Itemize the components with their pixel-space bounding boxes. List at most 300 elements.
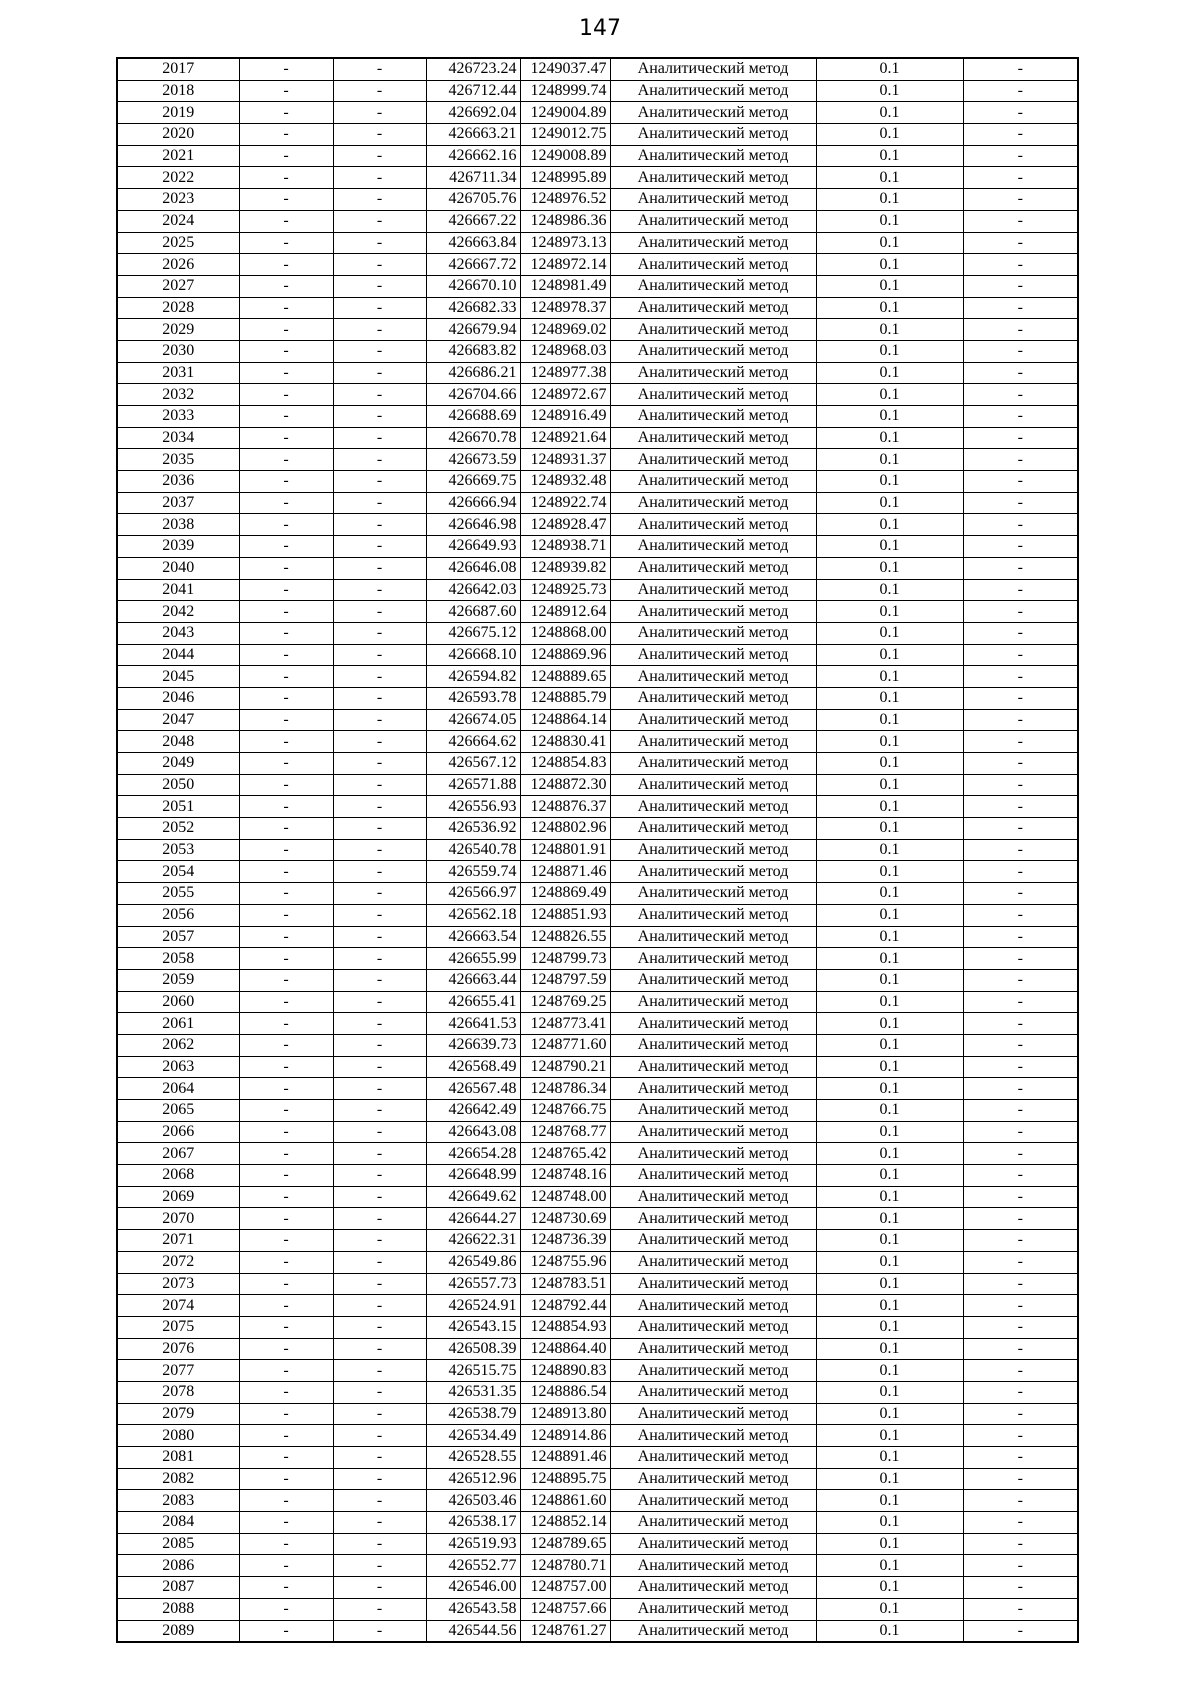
y-coordinate-cell: 1248730.69 — [520, 1208, 610, 1230]
x-coordinate-cell: 426666.94 — [426, 492, 520, 514]
dash-cell: - — [333, 58, 426, 80]
dash-cell: - — [963, 254, 1078, 276]
dash-cell: - — [963, 1208, 1078, 1230]
method-cell: Аналитический метод — [610, 666, 816, 688]
dash-cell: - — [239, 1620, 333, 1642]
accuracy-cell: 0.1 — [816, 557, 963, 579]
point-number-cell: 2028 — [117, 297, 239, 319]
x-coordinate-cell: 426668.10 — [426, 644, 520, 666]
y-coordinate-cell: 1248999.74 — [520, 80, 610, 102]
dash-cell: - — [239, 1034, 333, 1056]
dash-cell: - — [333, 1555, 426, 1577]
x-coordinate-cell: 426534.49 — [426, 1425, 520, 1447]
table-row — [117, 210, 1078, 232]
accuracy-cell: 0.1 — [816, 1165, 963, 1187]
dash-cell: - — [963, 861, 1078, 883]
dash-cell: - — [333, 536, 426, 558]
dash-cell: - — [963, 1598, 1078, 1620]
dash-cell: - — [239, 1381, 333, 1403]
dash-cell: - — [963, 969, 1078, 991]
y-coordinate-cell: 1248789.65 — [520, 1533, 610, 1555]
point-number-cell: 2024 — [117, 210, 239, 232]
dash-cell: - — [963, 80, 1078, 102]
dash-cell: - — [239, 1013, 333, 1035]
table-row — [117, 492, 1078, 514]
dash-cell: - — [963, 1620, 1078, 1642]
dash-cell: - — [963, 406, 1078, 428]
y-coordinate-cell: 1248932.48 — [520, 471, 610, 493]
method-cell: Аналитический метод — [610, 1186, 816, 1208]
point-number-cell: 2053 — [117, 839, 239, 861]
point-number-cell: 2040 — [117, 557, 239, 579]
y-coordinate-cell: 1248891.46 — [520, 1447, 610, 1469]
method-cell: Аналитический метод — [610, 796, 816, 818]
y-coordinate-cell: 1248773.41 — [520, 1013, 610, 1035]
y-coordinate-cell: 1248912.64 — [520, 601, 610, 623]
method-cell: Аналитический метод — [610, 406, 816, 428]
dash-cell: - — [963, 167, 1078, 189]
dash-cell: - — [333, 362, 426, 384]
dash-cell: - — [333, 1490, 426, 1512]
method-cell: Аналитический метод — [610, 1316, 816, 1338]
table-row — [117, 340, 1078, 362]
accuracy-cell: 0.1 — [816, 1056, 963, 1078]
dash-cell: - — [239, 1403, 333, 1425]
point-number-cell: 2022 — [117, 167, 239, 189]
method-cell: Аналитический метод — [610, 1121, 816, 1143]
y-coordinate-cell: 1248797.59 — [520, 969, 610, 991]
accuracy-cell: 0.1 — [816, 622, 963, 644]
table-row — [117, 449, 1078, 471]
dash-cell: - — [963, 124, 1078, 146]
accuracy-cell: 0.1 — [816, 991, 963, 1013]
x-coordinate-cell: 426670.10 — [426, 275, 520, 297]
accuracy-cell: 0.1 — [816, 1620, 963, 1642]
point-number-cell: 2052 — [117, 818, 239, 840]
y-coordinate-cell: 1248995.89 — [520, 167, 610, 189]
table-row — [117, 1555, 1078, 1577]
dash-cell: - — [239, 687, 333, 709]
y-coordinate-cell: 1249012.75 — [520, 124, 610, 146]
point-number-cell: 2030 — [117, 340, 239, 362]
table-row — [117, 948, 1078, 970]
table-row — [117, 189, 1078, 211]
accuracy-cell: 0.1 — [816, 1251, 963, 1273]
dash-cell: - — [239, 991, 333, 1013]
dash-cell: - — [333, 471, 426, 493]
dash-cell: - — [963, 471, 1078, 493]
method-cell: Аналитический метод — [610, 340, 816, 362]
coordinates-table — [116, 57, 1079, 1643]
accuracy-cell: 0.1 — [816, 644, 963, 666]
y-coordinate-cell: 1248748.00 — [520, 1186, 610, 1208]
accuracy-cell: 0.1 — [816, 1143, 963, 1165]
accuracy-cell: 0.1 — [816, 1577, 963, 1599]
dash-cell: - — [963, 1056, 1078, 1078]
dash-cell: - — [239, 774, 333, 796]
table-row — [117, 102, 1078, 124]
accuracy-cell: 0.1 — [816, 818, 963, 840]
y-coordinate-cell: 1248914.86 — [520, 1425, 610, 1447]
table-row — [117, 1100, 1078, 1122]
dash-cell: - — [239, 492, 333, 514]
dash-cell: - — [333, 449, 426, 471]
y-coordinate-cell: 1248826.55 — [520, 926, 610, 948]
accuracy-cell: 0.1 — [816, 406, 963, 428]
table-row — [117, 1447, 1078, 1469]
method-cell: Аналитический метод — [610, 1598, 816, 1620]
dash-cell: - — [239, 1468, 333, 1490]
point-number-cell: 2047 — [117, 709, 239, 731]
dash-cell: - — [333, 1447, 426, 1469]
x-coordinate-cell: 426649.93 — [426, 536, 520, 558]
point-number-cell: 2074 — [117, 1295, 239, 1317]
accuracy-cell: 0.1 — [816, 969, 963, 991]
accuracy-cell: 0.1 — [816, 601, 963, 623]
x-coordinate-cell: 426566.97 — [426, 883, 520, 905]
dash-cell: - — [333, 666, 426, 688]
y-coordinate-cell: 1248876.37 — [520, 796, 610, 818]
y-coordinate-cell: 1248938.71 — [520, 536, 610, 558]
x-coordinate-cell: 426646.98 — [426, 514, 520, 536]
y-coordinate-cell: 1248864.14 — [520, 709, 610, 731]
method-cell: Аналитический метод — [610, 275, 816, 297]
dash-cell: - — [963, 102, 1078, 124]
point-number-cell: 2062 — [117, 1034, 239, 1056]
y-coordinate-cell: 1248889.65 — [520, 666, 610, 688]
y-coordinate-cell: 1248885.79 — [520, 687, 610, 709]
method-cell: Аналитический метод — [610, 904, 816, 926]
x-coordinate-cell: 426559.74 — [426, 861, 520, 883]
dash-cell: - — [333, 1100, 426, 1122]
method-cell: Аналитический метод — [610, 1208, 816, 1230]
dash-cell: - — [333, 406, 426, 428]
table-row — [117, 839, 1078, 861]
dash-cell: - — [239, 275, 333, 297]
dash-cell: - — [333, 1403, 426, 1425]
dash-cell: - — [963, 1360, 1078, 1382]
table-row — [117, 622, 1078, 644]
dash-cell: - — [963, 1447, 1078, 1469]
point-number-cell: 2038 — [117, 514, 239, 536]
dash-cell: - — [333, 145, 426, 167]
accuracy-cell: 0.1 — [816, 449, 963, 471]
method-cell: Аналитический метод — [610, 492, 816, 514]
x-coordinate-cell: 426557.73 — [426, 1273, 520, 1295]
table-row — [117, 753, 1078, 775]
x-coordinate-cell: 426704.66 — [426, 384, 520, 406]
accuracy-cell: 0.1 — [816, 340, 963, 362]
accuracy-cell: 0.1 — [816, 796, 963, 818]
method-cell: Аналитический метод — [610, 579, 816, 601]
table-row — [117, 319, 1078, 341]
x-coordinate-cell: 426705.76 — [426, 189, 520, 211]
dash-cell: - — [333, 1533, 426, 1555]
dash-cell: - — [239, 861, 333, 883]
point-number-cell: 2082 — [117, 1468, 239, 1490]
method-cell: Аналитический метод — [610, 1577, 816, 1599]
point-number-cell: 2075 — [117, 1316, 239, 1338]
dash-cell: - — [963, 1490, 1078, 1512]
dash-cell: - — [963, 1425, 1078, 1447]
method-cell: Аналитический метод — [610, 189, 816, 211]
dash-cell: - — [963, 774, 1078, 796]
dash-cell: - — [239, 731, 333, 753]
accuracy-cell: 0.1 — [816, 275, 963, 297]
x-coordinate-cell: 426667.22 — [426, 210, 520, 232]
x-coordinate-cell: 426528.55 — [426, 1447, 520, 1469]
x-coordinate-cell: 426515.75 — [426, 1360, 520, 1382]
accuracy-cell: 0.1 — [816, 1425, 963, 1447]
x-coordinate-cell: 426593.78 — [426, 687, 520, 709]
y-coordinate-cell: 1248757.00 — [520, 1577, 610, 1599]
dash-cell: - — [963, 796, 1078, 818]
accuracy-cell: 0.1 — [816, 948, 963, 970]
method-cell: Аналитический метод — [610, 709, 816, 731]
point-number-cell: 2033 — [117, 406, 239, 428]
point-number-cell: 2017 — [117, 58, 239, 80]
dash-cell: - — [333, 124, 426, 146]
table-row — [117, 58, 1078, 80]
point-number-cell: 2037 — [117, 492, 239, 514]
x-coordinate-cell: 426673.59 — [426, 449, 520, 471]
dash-cell: - — [239, 536, 333, 558]
table-row — [117, 969, 1078, 991]
x-coordinate-cell: 426594.82 — [426, 666, 520, 688]
dash-cell: - — [239, 1056, 333, 1078]
y-coordinate-cell: 1248802.96 — [520, 818, 610, 840]
point-number-cell: 2032 — [117, 384, 239, 406]
y-coordinate-cell: 1248861.60 — [520, 1490, 610, 1512]
dash-cell: - — [333, 861, 426, 883]
accuracy-cell: 0.1 — [816, 427, 963, 449]
point-number-cell: 2077 — [117, 1360, 239, 1382]
method-cell: Аналитический метод — [610, 210, 816, 232]
dash-cell: - — [239, 210, 333, 232]
table-row — [117, 1403, 1078, 1425]
method-cell: Аналитический метод — [610, 1533, 816, 1555]
method-cell: Аналитический метод — [610, 1338, 816, 1360]
x-coordinate-cell: 426670.78 — [426, 427, 520, 449]
dash-cell: - — [963, 557, 1078, 579]
method-cell: Аналитический метод — [610, 774, 816, 796]
point-number-cell: 2021 — [117, 145, 239, 167]
point-number-cell: 2056 — [117, 904, 239, 926]
dash-cell: - — [963, 883, 1078, 905]
method-cell: Аналитический метод — [610, 362, 816, 384]
point-number-cell: 2051 — [117, 796, 239, 818]
dash-cell: - — [333, 926, 426, 948]
table-row — [117, 1295, 1078, 1317]
dash-cell: - — [333, 1034, 426, 1056]
dash-cell: - — [963, 1165, 1078, 1187]
dash-cell: - — [333, 1251, 426, 1273]
dash-cell: - — [333, 514, 426, 536]
point-number-cell: 2070 — [117, 1208, 239, 1230]
point-number-cell: 2068 — [117, 1165, 239, 1187]
point-number-cell: 2086 — [117, 1555, 239, 1577]
dash-cell: - — [239, 904, 333, 926]
dash-cell: - — [963, 1143, 1078, 1165]
dash-cell: - — [963, 1338, 1078, 1360]
point-number-cell: 2044 — [117, 644, 239, 666]
method-cell: Аналитический метод — [610, 883, 816, 905]
accuracy-cell: 0.1 — [816, 492, 963, 514]
dash-cell: - — [239, 362, 333, 384]
method-cell: Аналитический метод — [610, 319, 816, 341]
dash-cell: - — [963, 687, 1078, 709]
dash-cell: - — [963, 492, 1078, 514]
table-row — [117, 1273, 1078, 1295]
dash-cell: - — [333, 340, 426, 362]
table-row — [117, 861, 1078, 883]
dash-cell: - — [239, 796, 333, 818]
dash-cell: - — [333, 948, 426, 970]
y-coordinate-cell: 1248921.64 — [520, 427, 610, 449]
table-row — [117, 536, 1078, 558]
y-coordinate-cell: 1248931.37 — [520, 449, 610, 471]
point-number-cell: 2048 — [117, 731, 239, 753]
table-row — [117, 1577, 1078, 1599]
point-number-cell: 2071 — [117, 1230, 239, 1252]
point-number-cell: 2073 — [117, 1273, 239, 1295]
dash-cell: - — [963, 384, 1078, 406]
dash-cell: - — [963, 601, 1078, 623]
dash-cell: - — [963, 1381, 1078, 1403]
x-coordinate-cell: 426641.53 — [426, 1013, 520, 1035]
accuracy-cell: 0.1 — [816, 1100, 963, 1122]
method-cell: Аналитический метод — [610, 1078, 816, 1100]
accuracy-cell: 0.1 — [816, 384, 963, 406]
method-cell: Аналитический метод — [610, 449, 816, 471]
point-number-cell: 2020 — [117, 124, 239, 146]
method-cell: Аналитический метод — [610, 731, 816, 753]
dash-cell: - — [239, 1295, 333, 1317]
dash-cell: - — [239, 124, 333, 146]
point-number-cell: 2031 — [117, 362, 239, 384]
dash-cell: - — [963, 1078, 1078, 1100]
dash-cell: - — [963, 622, 1078, 644]
dash-cell: - — [239, 340, 333, 362]
dash-cell: - — [239, 1598, 333, 1620]
accuracy-cell: 0.1 — [816, 579, 963, 601]
dash-cell: - — [239, 58, 333, 80]
dash-cell: - — [239, 1447, 333, 1469]
method-cell: Аналитический метод — [610, 427, 816, 449]
dash-cell: - — [333, 210, 426, 232]
table-row — [117, 1034, 1078, 1056]
x-coordinate-cell: 426556.93 — [426, 796, 520, 818]
dash-cell: - — [239, 839, 333, 861]
dash-cell: - — [333, 904, 426, 926]
dash-cell: - — [239, 644, 333, 666]
table-row — [117, 124, 1078, 146]
method-cell: Аналитический метод — [610, 1403, 816, 1425]
method-cell: Аналитический метод — [610, 1468, 816, 1490]
y-coordinate-cell: 1248871.46 — [520, 861, 610, 883]
y-coordinate-cell: 1249008.89 — [520, 145, 610, 167]
method-cell: Аналитический метод — [610, 687, 816, 709]
method-cell: Аналитический метод — [610, 1034, 816, 1056]
dash-cell: - — [963, 1295, 1078, 1317]
dash-cell: - — [963, 449, 1078, 471]
x-coordinate-cell: 426568.49 — [426, 1056, 520, 1078]
x-coordinate-cell: 426643.08 — [426, 1121, 520, 1143]
y-coordinate-cell: 1248854.83 — [520, 753, 610, 775]
dash-cell: - — [333, 1316, 426, 1338]
table-body — [117, 58, 1078, 1642]
dash-cell: - — [239, 1208, 333, 1230]
dash-cell: - — [333, 796, 426, 818]
table-row — [117, 167, 1078, 189]
dash-cell: - — [333, 1121, 426, 1143]
method-cell: Аналитический метод — [610, 1425, 816, 1447]
method-cell: Аналитический метод — [610, 1555, 816, 1577]
dash-cell: - — [239, 1230, 333, 1252]
dash-cell: - — [963, 1512, 1078, 1534]
point-number-cell: 2049 — [117, 753, 239, 775]
x-coordinate-cell: 426546.00 — [426, 1577, 520, 1599]
table-row — [117, 406, 1078, 428]
accuracy-cell: 0.1 — [816, 1533, 963, 1555]
dash-cell: - — [333, 709, 426, 731]
y-coordinate-cell: 1249004.89 — [520, 102, 610, 124]
x-coordinate-cell: 426663.21 — [426, 124, 520, 146]
table-row — [117, 514, 1078, 536]
table-row — [117, 579, 1078, 601]
point-number-cell: 2088 — [117, 1598, 239, 1620]
dash-cell: - — [333, 1078, 426, 1100]
point-number-cell: 2063 — [117, 1056, 239, 1078]
table-row — [117, 1121, 1078, 1143]
dash-cell: - — [963, 818, 1078, 840]
table-row — [117, 1230, 1078, 1252]
method-cell: Аналитический метод — [610, 297, 816, 319]
accuracy-cell: 0.1 — [816, 58, 963, 80]
dash-cell: - — [239, 818, 333, 840]
dash-cell: - — [333, 774, 426, 796]
method-cell: Аналитический метод — [610, 536, 816, 558]
dash-cell: - — [239, 384, 333, 406]
dash-cell: - — [963, 579, 1078, 601]
y-coordinate-cell: 1248780.71 — [520, 1555, 610, 1577]
dash-cell: - — [333, 1165, 426, 1187]
dash-cell: - — [239, 167, 333, 189]
dash-cell: - — [963, 210, 1078, 232]
y-coordinate-cell: 1248736.39 — [520, 1230, 610, 1252]
dash-cell: - — [333, 731, 426, 753]
table-row — [117, 471, 1078, 493]
point-number-cell: 2061 — [117, 1013, 239, 1035]
dash-cell: - — [963, 275, 1078, 297]
y-coordinate-cell: 1248765.42 — [520, 1143, 610, 1165]
dash-cell: - — [333, 991, 426, 1013]
point-number-cell: 2065 — [117, 1100, 239, 1122]
dash-cell: - — [239, 753, 333, 775]
dash-cell: - — [239, 514, 333, 536]
dash-cell: - — [963, 1577, 1078, 1599]
dash-cell: - — [333, 1273, 426, 1295]
accuracy-cell: 0.1 — [816, 189, 963, 211]
x-coordinate-cell: 426622.31 — [426, 1230, 520, 1252]
table-row — [117, 80, 1078, 102]
table-row — [117, 926, 1078, 948]
y-coordinate-cell: 1248886.54 — [520, 1381, 610, 1403]
dash-cell: - — [963, 536, 1078, 558]
point-number-cell: 2058 — [117, 948, 239, 970]
dash-cell: - — [333, 189, 426, 211]
method-cell: Аналитический метод — [610, 167, 816, 189]
